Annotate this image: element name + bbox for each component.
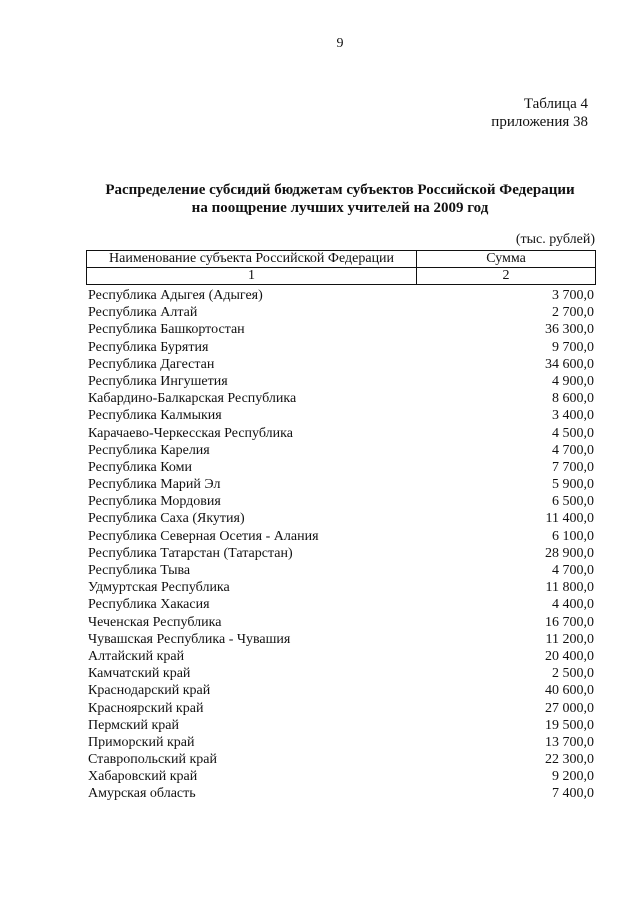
table-row [88, 768, 594, 785]
subsidy-amount: 2 700,0 [552, 305, 594, 321]
subsidy-amount: 27 000,0 [545, 700, 594, 716]
subsidy-amount: 22 300,0 [545, 752, 594, 768]
subsidy-amount: 28 900,0 [545, 545, 594, 561]
table-reference-line1: Таблица 4 [523, 96, 588, 112]
subsidy-amount: 9 200,0 [552, 769, 594, 785]
region-name: Республика Алтай [88, 305, 198, 321]
table-row [88, 407, 594, 424]
region-name: Приморский край [88, 734, 195, 750]
table-row [88, 665, 594, 682]
table-body [88, 287, 594, 803]
table-row [88, 304, 594, 321]
subsidy-amount: 8 600,0 [552, 391, 594, 407]
table-row [88, 493, 594, 510]
table-row [88, 442, 594, 459]
column-number-2: 2 [417, 268, 596, 285]
region-name: Республика Башкортостан [88, 322, 245, 338]
subsidy-amount: 16 700,0 [545, 614, 594, 630]
table-row [88, 614, 594, 631]
table-row [88, 631, 594, 648]
table-row [88, 528, 594, 545]
subsidy-amount: 7 400,0 [552, 786, 594, 802]
subsidy-amount: 6 500,0 [552, 494, 594, 510]
subsidy-amount: 20 400,0 [545, 648, 594, 664]
document-title-line2: на поощрение лучших учителей на 2009 год [191, 200, 489, 216]
header-amount: Сумма [417, 251, 596, 268]
subsidy-amount: 36 300,0 [545, 322, 594, 338]
table-row [88, 459, 594, 476]
region-name: Республика Мордовия [88, 494, 221, 510]
region-name: Амурская область [88, 786, 196, 802]
region-name: Республика Адыгея (Адыгея) [88, 288, 263, 303]
subsidy-amount: 7 700,0 [552, 459, 594, 475]
region-name: Хабаровский край [88, 769, 198, 785]
subsidy-amount: 4 400,0 [552, 597, 594, 613]
region-name: Ставропольский край [88, 752, 217, 768]
header-region-name: Наименование субъекта Российской Федерации [87, 251, 417, 268]
region-name: Республика Татарстан (Татарстан) [88, 545, 293, 561]
region-name: Республика Марий Эл [88, 477, 221, 493]
table-row [88, 648, 594, 665]
subsidy-amount: 4 700,0 [552, 442, 594, 458]
subsidy-amount: 6 100,0 [552, 528, 594, 544]
region-name: Республика Тыва [88, 563, 191, 578]
region-name: Республика Хакасия [88, 597, 210, 613]
page-number: 9 [336, 36, 344, 51]
subsidy-amount: 4 900,0 [552, 373, 594, 389]
subsidy-amount: 40 600,0 [545, 683, 594, 699]
table-row [88, 287, 594, 304]
table-header [86, 250, 596, 285]
subsidy-amount: 4 700,0 [552, 563, 594, 578]
region-name: Республика Бурятия [88, 339, 209, 355]
table-reference-line2: приложения 38 [491, 114, 588, 130]
table-reference [491, 95, 588, 131]
subsidy-amount: 13 700,0 [545, 734, 594, 750]
subsidy-amount: 5 900,0 [552, 477, 594, 493]
table-row [88, 700, 594, 717]
table-row [88, 717, 594, 734]
document-title-line1: Распределение субсидий бюджетам субъектов Российской Федерации [105, 182, 575, 198]
region-name: Республика Коми [88, 459, 192, 475]
region-name: Алтайский край [88, 648, 185, 664]
region-name: Чувашская Республика - Чувашия [88, 631, 291, 647]
table-row [88, 545, 594, 562]
table-row [88, 356, 594, 373]
table-row [88, 425, 594, 442]
table-row [88, 390, 594, 407]
region-name: Республика Саха (Якутия) [88, 511, 245, 527]
units-label: (тыс. рублей) [515, 232, 595, 247]
table-row [88, 373, 594, 390]
subsidy-amount: 11 200,0 [545, 631, 594, 647]
region-name: Республика Северная Осетия - Алания [88, 528, 319, 544]
region-name: Республика Калмыкия [88, 408, 222, 424]
table-row [88, 682, 594, 699]
table-row [88, 785, 594, 802]
region-name: Республика Карелия [88, 442, 210, 458]
document-title [60, 181, 620, 217]
table-row [88, 562, 594, 579]
table-row [88, 751, 594, 768]
region-name: Пермский край [88, 717, 179, 733]
table-row [88, 596, 594, 613]
table-row [88, 339, 594, 356]
subsidy-amount: 34 600,0 [545, 356, 594, 372]
header-row [87, 251, 596, 268]
subsidy-amount: 4 500,0 [552, 425, 594, 441]
region-name: Камчатский край [88, 666, 191, 682]
table-row [88, 476, 594, 493]
subsidy-amount: 11 800,0 [545, 580, 594, 596]
table-row [88, 321, 594, 338]
subsidy-amount: 9 700,0 [552, 339, 594, 355]
table-row [88, 510, 594, 527]
region-name: Удмуртская Республика [88, 580, 230, 596]
subsidy-amount: 2 500,0 [552, 666, 594, 682]
region-name: Карачаево-Черкесская Республика [88, 425, 293, 441]
region-name: Красноярский край [88, 700, 204, 716]
region-name: Краснодарский край [88, 683, 211, 699]
region-name: Республика Дагестан [88, 356, 215, 372]
subsidy-amount: 19 500,0 [545, 717, 594, 733]
column-number-row [87, 268, 596, 285]
table-row [88, 579, 594, 596]
subsidy-amount: 3 400,0 [552, 408, 594, 424]
region-name: Чеченская Республика [88, 614, 222, 630]
region-name: Республика Ингушетия [88, 373, 228, 389]
subsidy-amount: 11 400,0 [545, 511, 594, 527]
subsidy-amount: 3 700,0 [552, 288, 594, 303]
region-name: Кабардино-Балкарская Республика [88, 391, 297, 407]
column-number-1: 1 [87, 268, 417, 285]
table-row [88, 734, 594, 751]
